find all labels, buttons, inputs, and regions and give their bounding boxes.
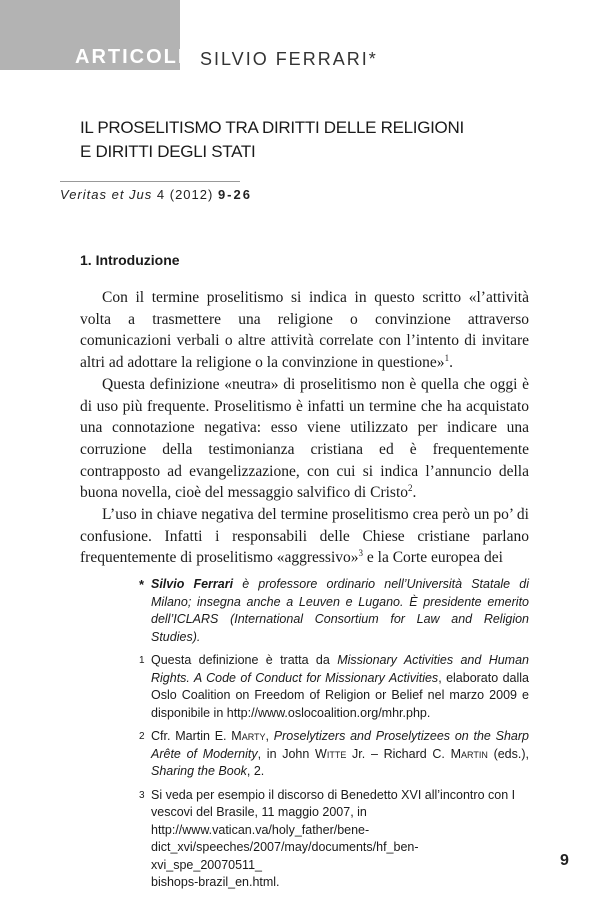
footnote-1-text-b: , elaborato dalla Oslo Coalition on Freedom of Religion or Belief nel marzo 2009 e disponibile in http://www.oslocoalition.org/mhr.php. [151,670,530,720]
footnote-author [139,576,529,646]
footnote-2-text-f: , 2. [246,764,265,778]
paragraph-1 [80,287,529,374]
footnote-marker-star: * [139,577,145,592]
paragraph-2-text: Questa definizione «neutra» di proselitismo non è quella che oggi è di uso più frequente. Proselitismo è infatti un termine che ha acquistato una connotazione negativa: esso viene utilizzato per indicare una corruzione della testimonianza cristiana ed è frequentemente contrapposto ad evangelizzazione, con cui si indica l’annuncio della buona novella, cioè del messaggio salvifico di Cristo [80,375,529,502]
paragraph-3-text-b: e la Corte europea dei [363,549,503,567]
footnote-2-text-c: , in John [257,746,316,761]
paragraph-1-end: . [449,354,453,372]
footnote-1 [139,652,529,722]
footnote-2-text-a: Cfr. Martin E. [151,729,232,743]
footnotes [139,576,529,898]
citation [60,186,252,204]
footnote-3-text-c: bishops-brazil_en.html. [151,875,280,889]
journal-name: Veritas et Jus [60,187,153,202]
footnote-marker-2: 2 [139,731,145,742]
paragraph-3 [80,504,529,569]
paragraph-1-text: Con il termine proselitismo si indica in questo scritto «l’attività volta a trasmettere una religione o convinzione attraverso comunicazioni verbali o altre attività correlate con l’intento di invitare altri ad adottare la religione o la convinzione in questione» [80,289,529,372]
footnote-1-title: Missionary Activities and Human Rights. A Code of Conduct for Missionary Activities [151,653,529,685]
article-title [80,116,520,164]
page-range: 9-26 [217,187,252,202]
section-label: ARTICOLI [75,46,186,68]
footnote-2-title-1: Proselytizers and Proselytizees on the Sharp Arête of Modernity [151,729,529,761]
paragraph-2-end: . [412,484,417,502]
footnote-2-name-1: Marty [231,729,266,743]
footnote-2-title-2: Sharing the Book [151,764,247,778]
footnote-2-name-3: Martin [450,746,488,761]
body-text [80,287,529,569]
citation-rule [60,181,240,182]
footnote-2-text-e: (eds.), [487,746,529,761]
footnote-ref-1[interactable]: 1 [444,352,450,363]
paragraph-3-text-a: L’uso in chiave negativa del termine proselitismo crea però un po’ di confusione. Infatti i responsabili delle Chiese cristiane parlano frequentemente di proselitismo «aggressivo» [80,506,529,567]
footnote-3 [139,787,529,892]
paragraph-2 [80,374,529,504]
footnote-author-name: Silvio Ferrari [151,577,234,591]
page-number: 9 [560,852,569,869]
footnote-1-text-a: Questa definizione è tratta da [151,653,338,667]
footnote-marker-1: 1 [139,655,145,666]
footnote-3-text-b: dict_xvi/speeches/2007/may/documents/hf_ben-xvi_spe_20070511_ [151,840,419,872]
footnote-2 [139,728,529,781]
footnote-3-text-a: Si veda per esempio il discorso di Benedetto XVI all’incontro con I vescovi del Brasile, 11 maggio 2007, in http://www.vatican.va/holy_father/bene- [151,787,516,837]
footnote-2-text-d: Jr. – Richard C. [346,746,451,761]
title-line-2: E DIRITTI DEGLI STATI [80,142,256,161]
journal-volume: 4 (2012) [156,187,214,202]
footnote-2-name-2: Witte [315,746,347,761]
footnote-ref-3[interactable]: 3 [358,548,364,559]
title-line-1: IL PROSELITISMO TRA DIRITTI DELLE RELIGIONI [80,118,464,137]
footnote-2-text-b: , [265,729,274,743]
section-heading: 1. Introduzione [80,252,180,268]
footnote-author-text: è professore ordinario nell’Università Statale di Milano; insegna anche a Leuven e Lugano. È presidente emerito dell’ICLARS (International Consortium for Law and Religion Studies). [151,577,529,644]
footnote-ref-2[interactable]: 2 [408,483,413,494]
footnote-marker-3: 3 [139,789,145,801]
footnote-author-body [151,577,529,644]
author-name: SILVIO FERRARI* [200,49,378,69]
